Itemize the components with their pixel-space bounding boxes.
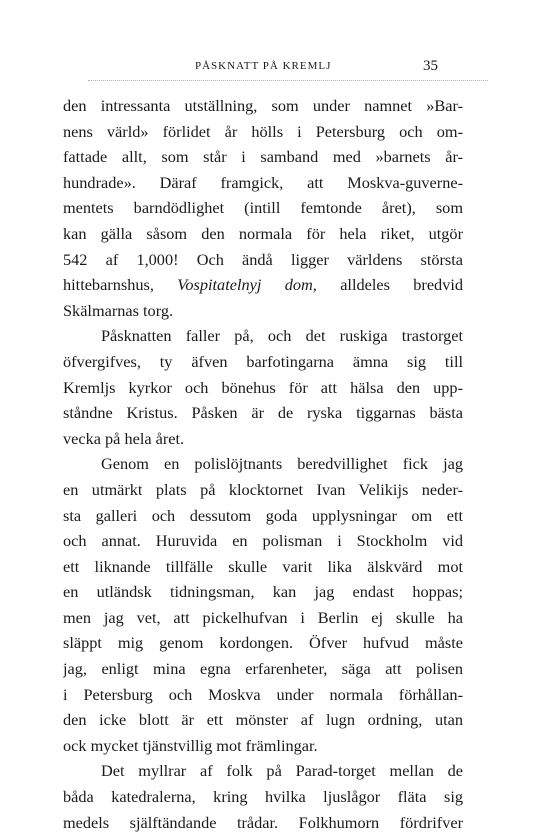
text-line: och annat. Huruvida en polisman i Stockholm vid xyxy=(63,531,463,551)
text-line: i Petersburg och Moskva under normala förhållan- xyxy=(63,684,463,704)
text-line: hundrade». Däraf framgick, att Moskva-guverne- xyxy=(63,172,463,192)
text-line: mentets barndödlighet (intill femtonde året), som xyxy=(63,198,463,218)
text-line: Påsknatten faller på, och det ruskiga trastorget xyxy=(101,326,463,346)
running-head xyxy=(100,58,480,78)
text-line: vecka på hela året. xyxy=(63,428,185,448)
text-line: en utländsk tidningsman, kan jag endast hoppas; xyxy=(63,582,463,602)
text-line: ock mycket tjänstvillig mot främlingar. xyxy=(63,735,318,755)
body-text xyxy=(63,93,463,835)
text-line: en utmärkt plats på klocktornet Ivan Velikijs neder- xyxy=(63,479,463,499)
paragraph xyxy=(63,758,463,835)
text-segment: , alldeles bredvid xyxy=(312,275,463,295)
text-line: Kremljs kyrkor och bönehus för att hälsa den upp- xyxy=(63,377,463,397)
text-line: men jag vet, att pickelhufvan i Berlin ej skulle ha xyxy=(63,607,463,627)
text-line: båda katedralerna, kring hvilka ljuslågor fläta sig xyxy=(63,787,463,807)
text-line: ett liknande tillfälle skulle varit lika älskvärd mot xyxy=(63,556,463,576)
text-line: medels själftändande trådar. Folkhumorn fördrifver xyxy=(63,812,463,832)
text-line: 542 af 1,000! Och ändå ligger världens största xyxy=(63,249,463,269)
text-segment: hittebarnshus, xyxy=(63,275,178,295)
text-line: ståndne Kristus. Påsken är de ryska tiggarnas bästa xyxy=(63,403,463,423)
text-line: nens värld» förlidet år hölls i Petersburg och om- xyxy=(63,121,463,141)
text-line: kan gälla såsom den normala för hela riket, utgör xyxy=(63,223,463,243)
text-line: släppt mig genom kordongen. Öfver hufvud måste xyxy=(63,633,463,653)
text-line: Skälmarnas torg. xyxy=(63,300,174,320)
text-line: fattade allt, som står i samband med »barnets år- xyxy=(63,147,463,167)
text-line xyxy=(63,272,463,298)
text-line: den intressanta utställning, som under namnet »Bar- xyxy=(63,96,463,115)
text-line: sta galleri och dessutom goda upplysningar om ett xyxy=(63,505,463,525)
text-line: öfvergifves, ty äfven barfotingarna ämna sig till xyxy=(63,351,463,371)
page-number: 35 xyxy=(423,58,438,74)
running-title: PÅSKNATT PÅ KREMLJ xyxy=(195,60,332,72)
text-line: jag, enligt mina egna erfarenheter, säga att polisen xyxy=(63,659,463,679)
text-line: Det myllrar af folk på Parad-torget mellan de xyxy=(101,761,463,781)
text-line: den icke blott är ett mönster af lugn ordning, utan xyxy=(63,710,463,730)
paragraph xyxy=(63,451,463,758)
text-line: Genom en polislöjtnants beredvillighet fick jag xyxy=(101,454,463,474)
paragraph xyxy=(63,323,463,451)
header-rule xyxy=(88,80,488,81)
paragraph xyxy=(63,93,463,323)
italic-term: Vospitatelnyj dom xyxy=(177,275,313,295)
